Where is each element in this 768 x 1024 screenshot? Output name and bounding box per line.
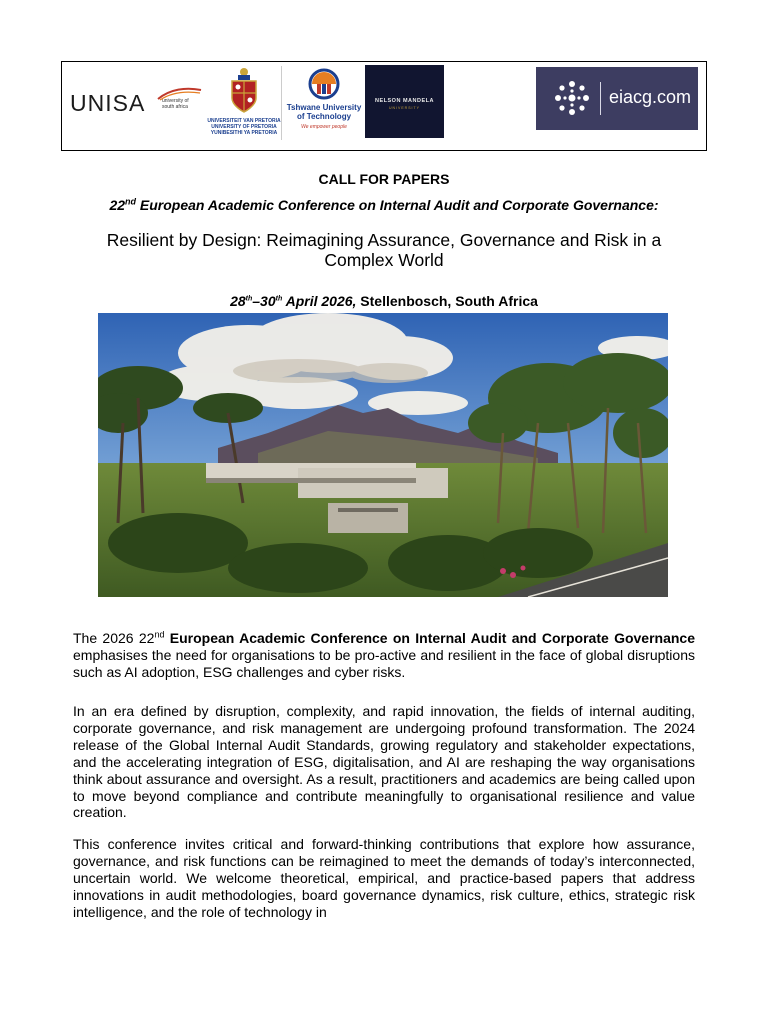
unisa-logo (70, 86, 196, 126)
intro-text-rest: emphasises the need for organisations to be pro-active and resilient in the face of global disruptions such as AI adoption, ESG challenges and cyber risks. (73, 646, 695, 680)
campus-photo (98, 313, 668, 597)
conference-location: Stellenbosch, South Africa (356, 293, 538, 309)
university-of-pretoria-logo (202, 66, 286, 144)
tut-emblem-icon (307, 67, 341, 101)
tut-tagline: We empower people (301, 124, 347, 130)
logo-divider (281, 66, 282, 140)
nmu-subtitle: UNIVERSITY (388, 106, 420, 110)
unisa-subtitle: university of south africa (162, 98, 189, 110)
conference-number: 22 (109, 197, 126, 213)
eiacg-wordmark: eiacg.com (609, 87, 692, 107)
intro-conference-name: European Academic Conference on Internal Audit and Corporate Governance (164, 630, 696, 646)
tut-name: Tshwane University of Technology (286, 103, 362, 121)
intro-suffix: nd (154, 629, 165, 640)
tut-logo (285, 65, 363, 139)
eiacg-logo (536, 67, 698, 130)
date-start: 28 (230, 293, 246, 309)
conference-theme: Resilient by Design: Reimagining Assurance, Governance and Risk in a Complex World (106, 230, 662, 270)
call-for-papers-heading: CALL FOR PAPERS (318, 171, 450, 187)
nelson-mandela-university-logo (365, 65, 444, 138)
eiacg-divider (600, 82, 601, 115)
pretoria-line-2: UNIVERSITY OF PRETORIA (211, 124, 277, 130)
date-start-suffix: th (245, 295, 253, 303)
conference-number-suffix: nd (125, 196, 137, 207)
invitation-paragraph: This conference invites critical and forward-thinking contributions that explore how assurance, governance, and risk functions can be reimagined to meet the demands of today’s interconnected, uncertain world. We welcome theoretical, empirical, and practice-based papers that address innovations in audit methodologies, board governance dynamics, risk culture, ethics, strategic risk intelligence, and the role of technology in (73, 836, 695, 920)
network-dots-icon (552, 79, 592, 117)
pretoria-line-3: YUNIBESITHI YA PRETORIA (210, 130, 278, 136)
date-end: –30 (252, 293, 276, 309)
conference-name: European Academic Conference on Internal Audit and Corporate Governance: (136, 197, 659, 213)
conference-title (0, 197, 768, 213)
intro-paragraph (73, 630, 695, 681)
pretoria-crest-icon (226, 66, 262, 114)
context-paragraph: In an era defined by disruption, complexity, and rapid innovation, the fields of internal auditing, corporate governance, and risk management are undergoing profound transformation. The 2024 release of the Global Internal Audit Standards, growing regulatory and stakeholder expectations, and the accelerating integration of ESG, digitalisation, and AI are reshaping the way organisations think about assurance and oversight. As a result, practitioners and academics are being called upon to move beyond compliance and contribute meaningfully to organisational resilience and value creation. (73, 703, 695, 821)
intro-text-start: The 2026 22 (73, 630, 155, 646)
logo-banner (61, 61, 707, 151)
date-rest: April 2026, (282, 293, 357, 309)
nmu-name: NELSON MANDELA (375, 98, 434, 104)
conference-dates (0, 293, 768, 309)
unisa-wordmark: UNISA (70, 90, 146, 116)
pretoria-line-1: UNIVERSITEIT VAN PRETORIA (207, 118, 281, 124)
date-end-suffix: th (275, 295, 283, 303)
